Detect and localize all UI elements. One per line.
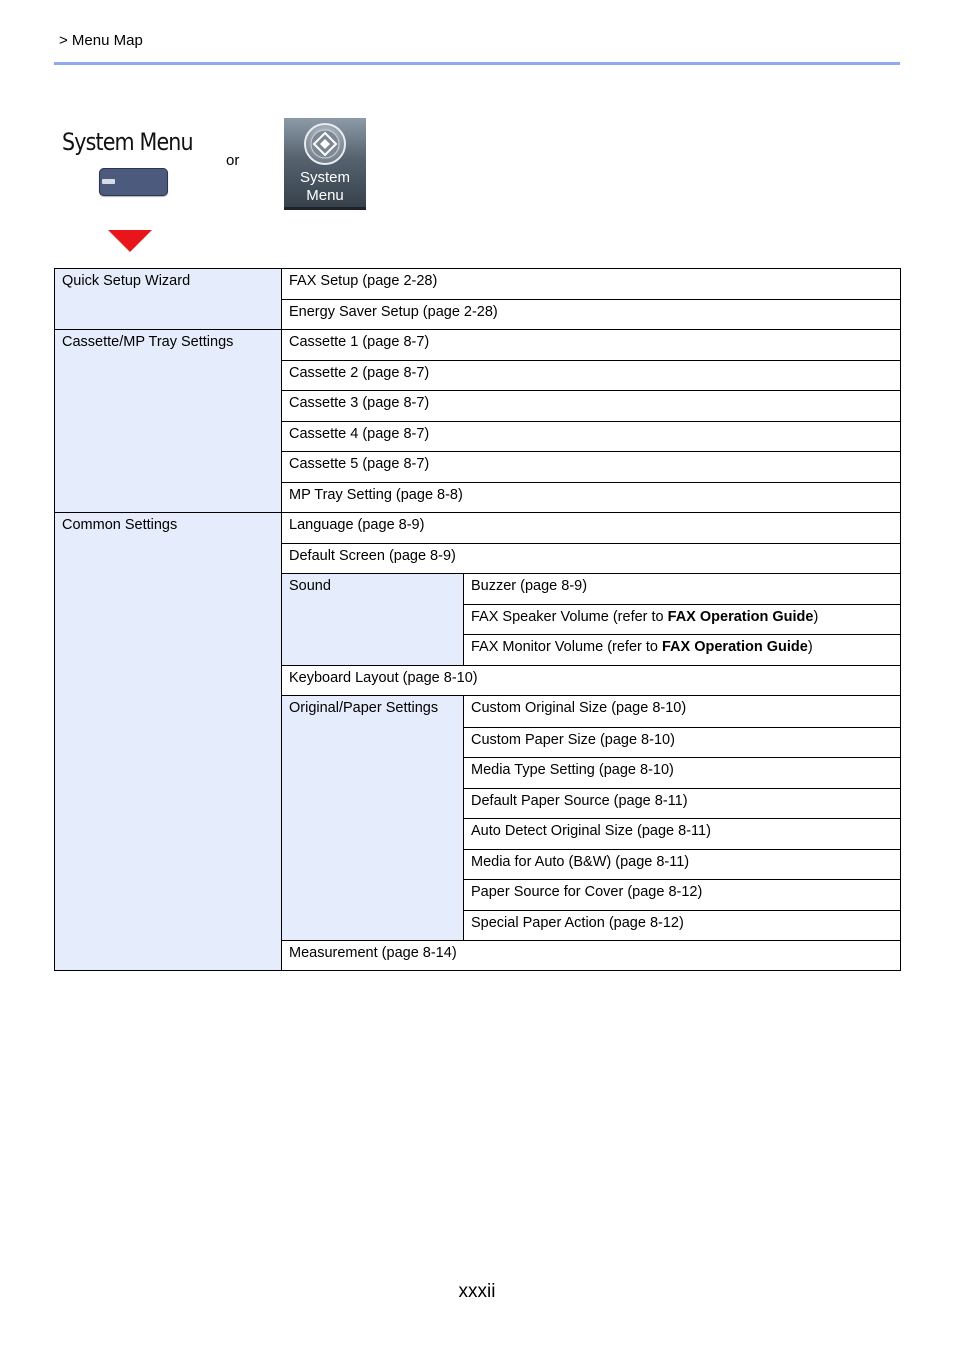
fax-monitor-volume-suffix: ) — [807, 639, 813, 655]
menu-map-table — [54, 268, 901, 971]
menu-item-cassette-3[interactable]: Cassette 3 (page 8-7) — [282, 391, 901, 422]
fax-monitor-volume-text: FAX Monitor Volume (refer to — [471, 639, 662, 655]
menu-item-fax-speaker-volume[interactable] — [464, 605, 901, 635]
system-menu-key-icon — [99, 168, 168, 196]
menu-item-buzzer[interactable]: Buzzer (page 8-9) — [464, 574, 901, 605]
system-menu-heading: System Menu — [62, 128, 193, 156]
key-indicator-icon — [102, 179, 115, 184]
menu-item-cassette-5[interactable]: Cassette 5 (page 8-7) — [282, 452, 901, 483]
menu-item-default-paper-source[interactable]: Default Paper Source (page 8-11) — [464, 789, 901, 819]
menu-item-energy-saver-setup[interactable]: Energy Saver Setup (page 2-28) — [282, 300, 901, 330]
menu-item-cassette-4[interactable]: Cassette 4 (page 8-7) — [282, 422, 901, 452]
menu-item-default-screen[interactable]: Default Screen (page 8-9) — [282, 544, 901, 574]
menu-item-cassette-2[interactable]: Cassette 2 (page 8-7) — [282, 361, 901, 391]
menu-item-fax-monitor-volume[interactable] — [464, 635, 901, 666]
fax-speaker-volume-suffix: ) — [813, 609, 819, 625]
tile-label-line1: System — [299, 169, 350, 186]
subcategory-original-paper-settings: Original/Paper Settings — [282, 696, 464, 941]
system-menu-tile-icon — [284, 118, 366, 210]
menu-item-paper-source-for-cover[interactable]: Paper Source for Cover (page 8-12) — [464, 880, 901, 911]
menu-item-media-for-auto-bw[interactable]: Media for Auto (B&W) (page 8-11) — [464, 850, 901, 880]
down-arrow-icon — [108, 230, 152, 252]
menu-item-mp-tray-setting[interactable]: MP Tray Setting (page 8-8) — [282, 483, 901, 513]
category-common-settings: Common Settings — [55, 513, 282, 971]
settings-diamond-icon — [303, 122, 347, 166]
menu-item-media-type-setting[interactable]: Media Type Setting (page 8-10) — [464, 758, 901, 789]
menu-item-custom-paper-size[interactable]: Custom Paper Size (page 8-10) — [464, 728, 901, 758]
menu-item-language[interactable]: Language (page 8-9) — [282, 513, 901, 544]
menu-item-custom-original-size[interactable]: Custom Original Size (page 8-10) — [464, 696, 901, 728]
menu-item-auto-detect-original-size[interactable]: Auto Detect Original Size (page 8-11) — [464, 819, 901, 850]
fax-speaker-volume-text: FAX Speaker Volume (refer to — [471, 609, 668, 625]
menu-item-fax-setup[interactable]: FAX Setup (page 2-28) — [282, 269, 901, 300]
menu-item-special-paper-action[interactable]: Special Paper Action (page 8-12) — [464, 911, 901, 941]
menu-item-cassette-1[interactable]: Cassette 1 (page 8-7) — [282, 330, 901, 361]
fax-operation-guide-link[interactable]: FAX Operation Guide — [667, 609, 814, 625]
page-number: xxxii — [458, 1281, 496, 1302]
category-cassette-mp-tray-settings: Cassette/MP Tray Settings — [55, 330, 282, 513]
fax-operation-guide-link[interactable]: FAX Operation Guide — [662, 639, 808, 655]
menu-item-measurement[interactable]: Measurement (page 8-14) — [282, 941, 901, 971]
header-divider — [54, 62, 900, 65]
menu-item-keyboard-layout[interactable]: Keyboard Layout (page 8-10) — [282, 666, 901, 696]
or-text: or — [226, 152, 240, 169]
tile-label-line2: Menu — [306, 187, 344, 204]
category-quick-setup-wizard: Quick Setup Wizard — [55, 269, 282, 330]
subcategory-sound: Sound — [282, 574, 464, 666]
breadcrumb[interactable]: > Menu Map — [59, 32, 143, 49]
